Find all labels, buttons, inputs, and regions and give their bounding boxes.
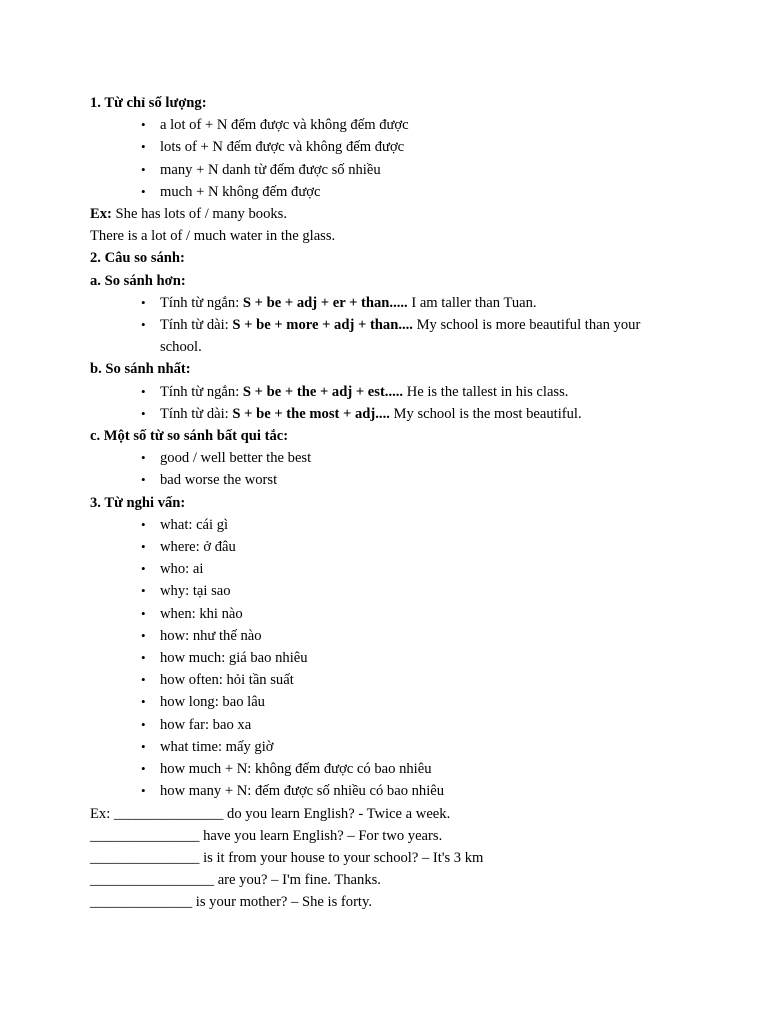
list-item: • lots of + N đếm được và không đếm được (90, 136, 690, 158)
list-item: • where: ở đâu (90, 536, 690, 558)
bullet-icon: • (141, 761, 146, 777)
bullet-icon: • (141, 317, 146, 333)
example-line: There is a lot of / much water in the glass. (90, 228, 336, 245)
section-3-heading: 3. Từ nghi vấn: (90, 494, 186, 511)
list-item: • Tính từ dài: S + be + more + adj + than.... My school is more beautiful than your school. (90, 314, 680, 358)
bullet-icon: • (141, 716, 146, 732)
list-item: • how much: giá bao nhiêu (90, 647, 690, 669)
bullet-icon: • (141, 583, 146, 599)
irregular-comparison-list (90, 447, 690, 491)
bullet-icon: • (141, 650, 146, 666)
list-item: • how far: bao xa (90, 714, 690, 736)
exercise-line: ______________ is your mother? – She is forty. (90, 894, 372, 911)
bullet-icon: • (141, 783, 146, 799)
list-item: • who: ai (90, 558, 690, 580)
subsection-b-heading: b. So sánh nhất: (90, 361, 191, 378)
bullet-icon: • (141, 516, 146, 532)
example-line: Ex: She has lots of / many books. (90, 206, 288, 223)
list-item: • when: khi nào (90, 603, 690, 625)
bullet-icon: • (141, 561, 146, 577)
bullet-icon: • (141, 405, 146, 421)
bullet-icon: • (141, 139, 146, 155)
subsection-a-heading: a. So sánh hơn: (90, 272, 186, 289)
formula: S + be + adj + er + than..... (242, 294, 408, 311)
bullet-icon: • (141, 450, 146, 466)
exercise-line: Ex: _______________ do you learn English? - Twice a week. (90, 805, 451, 822)
list-item: • good / well better the best (90, 447, 690, 469)
list-item: • how many + N: đếm được số nhiều có bao nhiêu (90, 780, 690, 802)
bullet-icon: • (141, 694, 146, 710)
list-item: • Tính từ ngắn: S + be + adj + er + than..... I am taller than Tuan. (90, 292, 690, 314)
document-content (90, 92, 690, 914)
list-item: • how long: bao lâu (90, 691, 690, 713)
bullet-icon: • (141, 183, 146, 199)
section-1-heading: 1. Từ chỉ số lượng: (90, 95, 207, 111)
formula: S + be + the + adj + est..... (242, 383, 404, 400)
list-item: • a lot of + N đếm được và không đếm được (90, 114, 690, 136)
list-item: • what: cái gì (90, 514, 690, 536)
formula: S + be + more + adj + than.... (232, 317, 413, 334)
list-item: • what time: mấy giờ (90, 736, 690, 758)
list-item: • how much + N: không đếm được có bao nhiêu (90, 758, 690, 780)
bullet-icon: • (141, 117, 146, 133)
list-item: • Tính từ ngắn: S + be + the + adj + est..... He is the tallest in his class. (90, 381, 690, 403)
exercise-line: _________________ are you? – I'm fine. Thanks. (90, 872, 381, 889)
bullet-icon: • (141, 738, 146, 754)
list-item: • how: như thế nào (90, 625, 690, 647)
formula: S + be + the most + adj.... (232, 405, 390, 422)
bullet-icon: • (141, 539, 146, 555)
list-item: • many + N danh từ đếm được số nhiều (90, 159, 690, 181)
list-item: • why: tại sao (90, 580, 690, 602)
superlative-list (90, 381, 690, 425)
bullet-icon: • (141, 472, 146, 488)
quantity-word-list (90, 114, 690, 203)
list-item: • bad worse the worst (90, 469, 690, 491)
list-item: • Tính từ dài: S + be + the most + adj.... My school is the most beautiful. (90, 403, 690, 425)
example-label: Ex: (90, 206, 112, 223)
section-2-heading: 2. Câu so sánh: (90, 250, 185, 267)
list-item: • how often: hỏi tần suất (90, 669, 690, 691)
bullet-icon: • (141, 161, 146, 177)
exercise-line: _______________ is it from your house to your school? – It's 3 km (90, 849, 484, 866)
bullet-icon: • (141, 383, 146, 399)
bullet-icon: • (141, 672, 146, 688)
bullet-icon: • (141, 605, 146, 621)
bullet-icon: • (141, 294, 146, 310)
comparative-list (90, 292, 690, 359)
list-item: • much + N không đếm được (90, 181, 690, 203)
bullet-icon: • (141, 627, 146, 643)
subsection-c-heading: c. Một số từ so sánh bất qui tắc: (90, 428, 289, 445)
question-word-list (90, 514, 690, 803)
exercise-line: _______________ have you learn English? – For two years. (90, 827, 443, 844)
